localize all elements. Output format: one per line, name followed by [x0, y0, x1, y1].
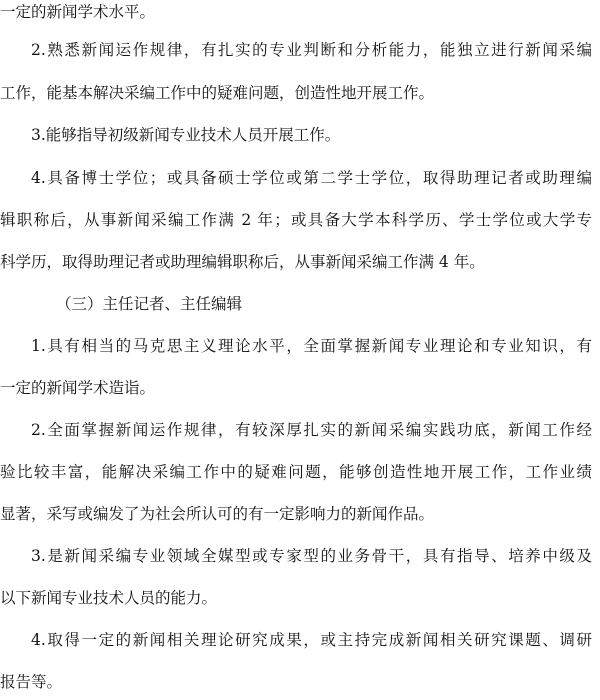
text-line: 4.取得一定的新闻相关理论研究成果，或主持完成新闻相关研究课题、调研: [31, 631, 592, 649]
text-line: 4.具备博士学位；或具备硕士学位或第二学士学位，取得助理记者或助理编: [31, 169, 592, 187]
text-line: 报告等。: [0, 673, 63, 691]
text-line: 科学历，取得助理记者或助理编辑职称后，从事新闻采编工作满 4 年。: [0, 253, 485, 271]
section-heading: （三）主任记者、主任编辑: [56, 295, 243, 313]
text-line: 3.能够指导初级新闻专业技术人员开展工作。: [31, 126, 341, 144]
text-line: 2.全面掌握新闻运作规律，有较深厚扎实的新闻采编实践功底，新闻工作经: [31, 421, 592, 439]
text-line: 辑职称后，从事新闻采编工作满 2 年；或具备大学本科学历、学士学位或大学专: [0, 211, 592, 229]
text-line: 2.熟悉新闻运作规律，有扎实的专业判断和分析能力，能独立进行新闻采编: [31, 41, 592, 59]
text-line: 工作，能基本解决采编工作中的疑难问题，创造性地开展工作。: [0, 84, 435, 102]
text-line: 1.具有相当的马克思主义理论水平，全面掌握新闻专业理论和专业知识，有: [31, 337, 592, 355]
text-line: 显著，采写或编发了为社会所认可的有一定影响力的新闻作品。: [0, 505, 435, 523]
text-line: 一定的新闻学术造诣。: [0, 379, 156, 397]
text-line: 一定的新闻学术水平。: [0, 3, 156, 21]
text-line: 3.是新闻采编专业领域全媒型或专家型的业务骨干，具有指导、培养中级及: [31, 547, 592, 565]
text-line: 以下新闻专业技术人员的能力。: [0, 589, 218, 607]
text-line: 验比较丰富，能解决采编工作中的疑难问题，能够创造性地开展工作，工作业绩: [0, 463, 592, 481]
